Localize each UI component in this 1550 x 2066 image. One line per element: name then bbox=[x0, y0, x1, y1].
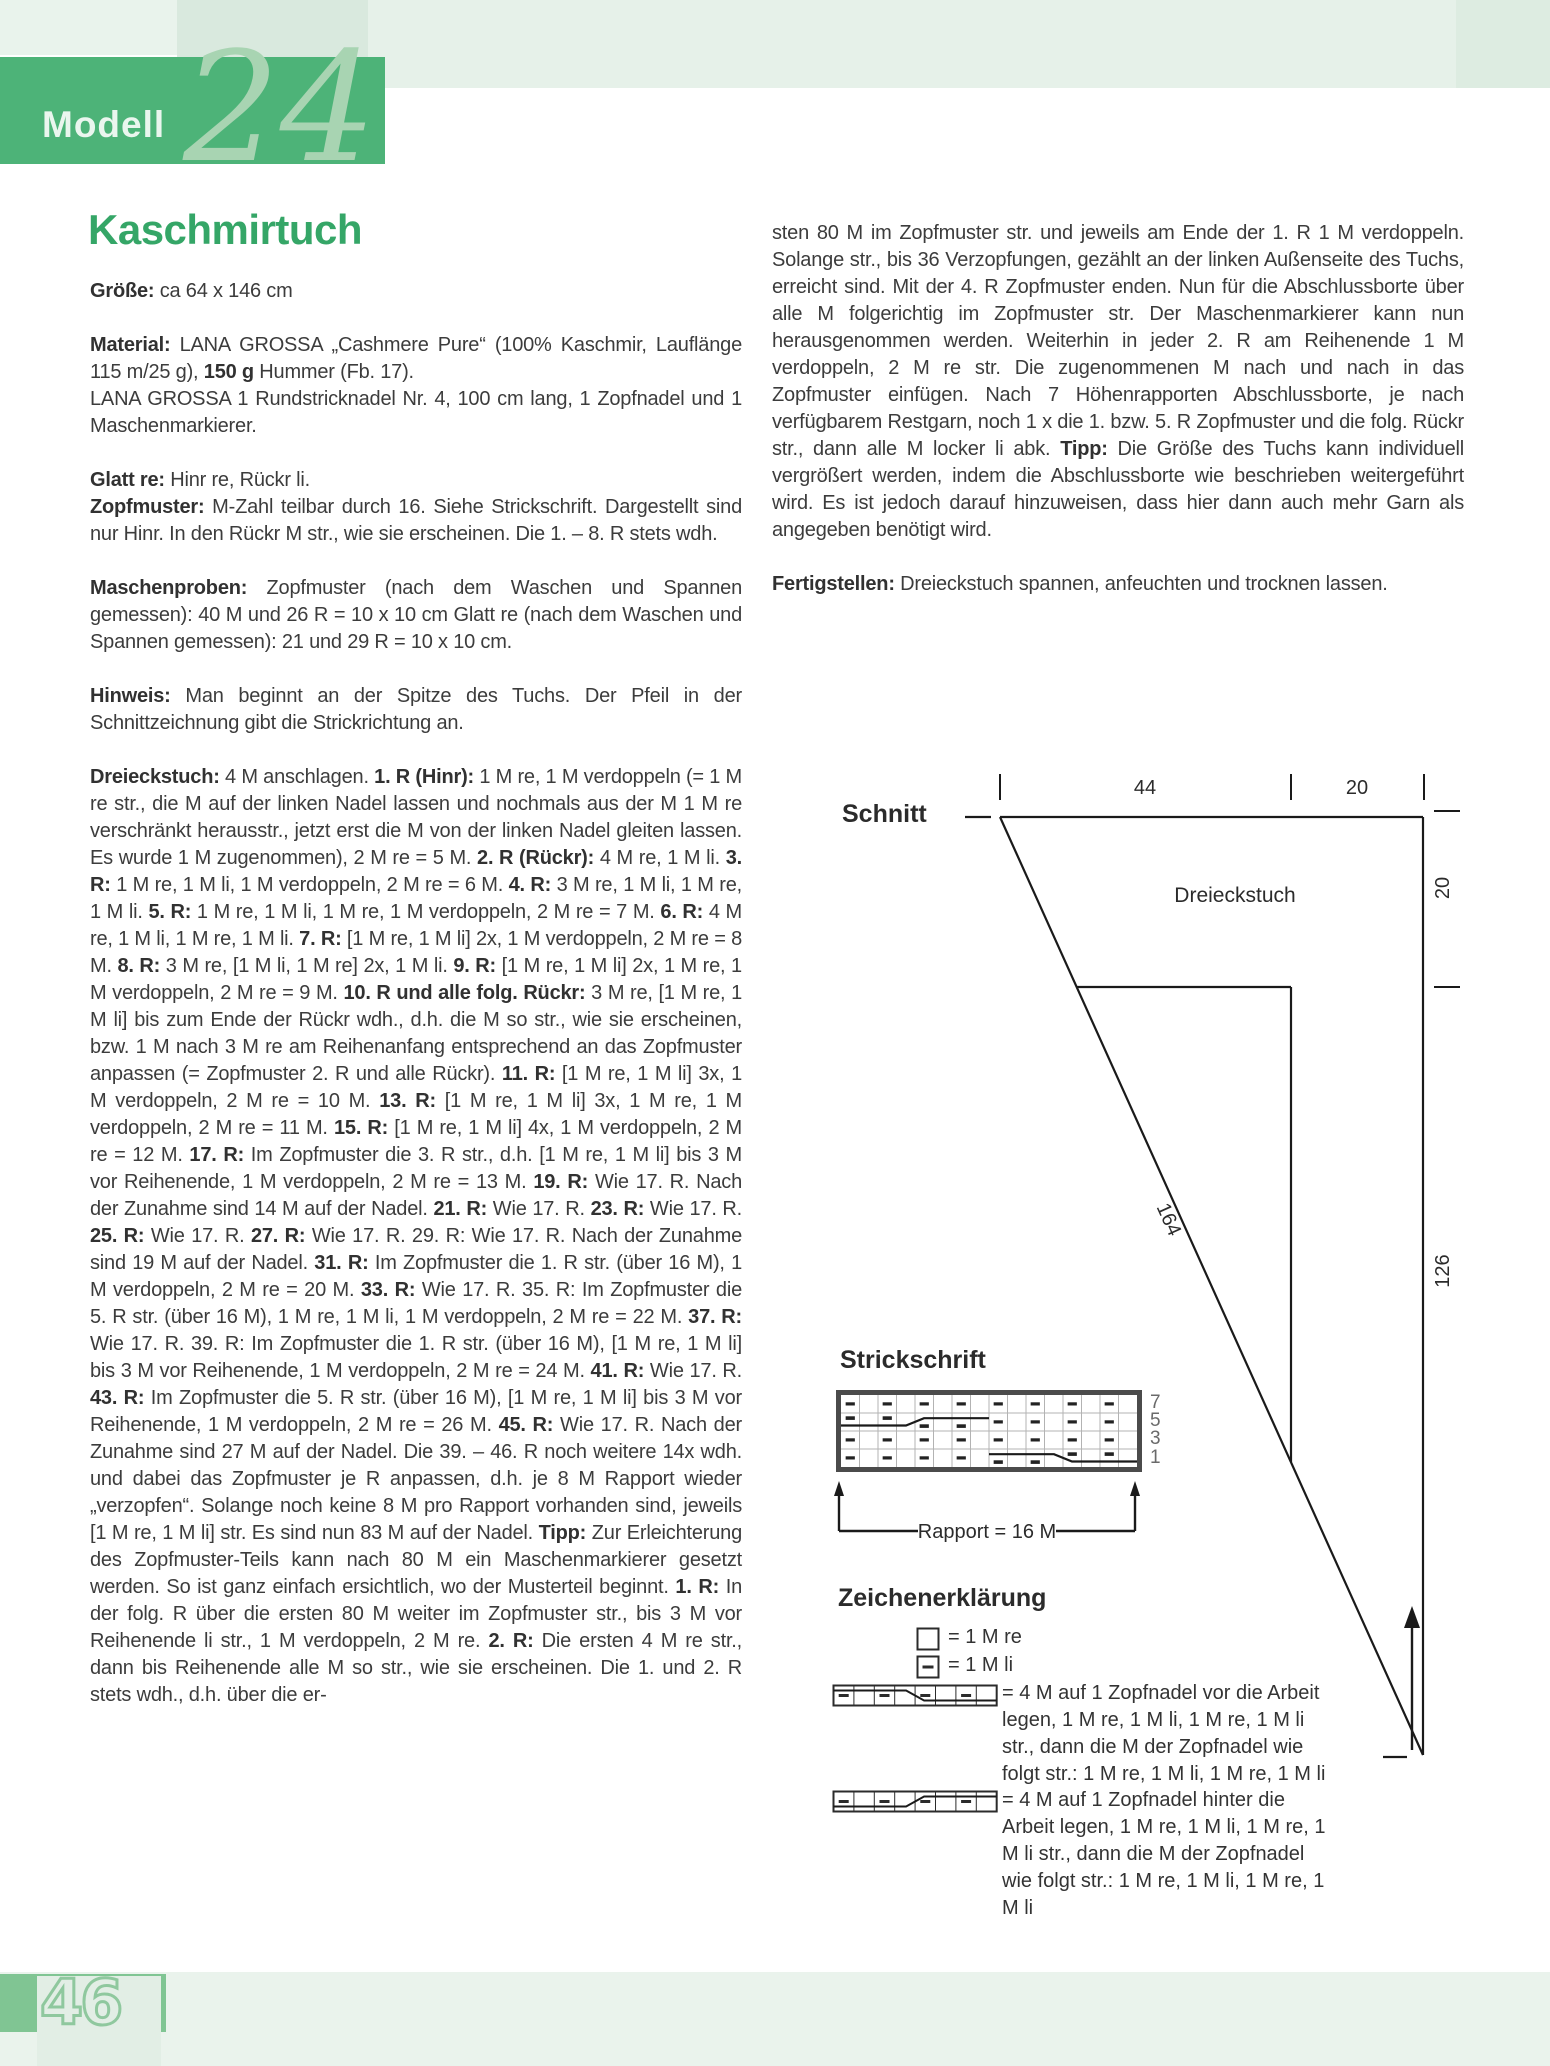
paragraph: Fertigstellen: Dreieckstuch spannen, anfeuchten und trocknen lassen. bbox=[772, 573, 1388, 595]
top-band-right bbox=[1456, 0, 1550, 88]
page-title: Kaschmirtuch bbox=[88, 206, 363, 253]
paragraph: Material: LANA GROSSA „Cashmere Pure“ (100% Kaschmir, Lauflänge 115 m/25 g), 150 g Hummer (Fb. 17). LANA GROSSA 1 Rundstricknadel Nr. 4, 100 cm lang, 1 Zopfnadel und 1 Maschenmarkierer. bbox=[90, 334, 742, 437]
paragraph: Glatt re: Hinr re, Rückr li. Zopfmuster: M-Zahl teilbar durch 16. Siehe Strickschrift. Dargestellt sind nur Hinr. In den Rückr M str., wie sie erscheinen. Die 1. – 8. R stets wdh. bbox=[90, 469, 742, 545]
dim-20-right: 20 bbox=[1432, 876, 1454, 900]
dim-164-diagonal: 164 bbox=[1151, 1199, 1186, 1240]
rapport-bracket bbox=[834, 1478, 1146, 1550]
legend-item-purl: = 1 M li bbox=[948, 1654, 1014, 1676]
legend-item-cable-front: = 4 M auf 1 Zopfnadel vor die Arbeit legen, 1 M re, 1 M li, 1 M re, 1 M li str., dann die M der Zopfnadel wie folgt str.: 1 M re, 1 M li, 1 M re, 1 M li bbox=[1002, 1682, 1326, 1785]
chart-row-number: 7 bbox=[1150, 1392, 1161, 1413]
knit-symbol bbox=[916, 1627, 940, 1651]
cable-front-symbol bbox=[832, 1684, 998, 1714]
chart-row-number: 1 bbox=[1150, 1446, 1161, 1468]
paragraph: Hinweis: Man beginnt an der Spitze des Tuchs. Der Pfeil in der Schnittzeichnung gibt die Strickrichtung an. bbox=[90, 685, 742, 734]
paragraph: Dreieckstuch: 4 M anschlagen. 1. R (Hinr): 1 M re, 1 M verdoppeln (= 1 M re str., die M auf der linken Nadel lassen und nochmals aus der M 1 M re verschränkt herausstr., jetzt erst die M von der linken Nadel gleiten lassen. Es wurde 1 M zugenommen), 2 M re = 5 M. 2. R (Rückr): 4 M re, 1 M li. 3. R: 1 M re, 1 M li, 1 M verdoppeln, 2 M re = 6 M. 4. R: 3 M re, 1 M li, 1 M re, 1 M li. 5. R: 1 M re, 1 M li, 1 M re, 1 M verdoppeln, 2 M re = 7 M. 6. R: 4 M re, 1 M li, 1 M re, 1 M li. 7. R: [1 M re, 1 M li] 2x, 1 M verdoppeln, 2 M re = 8 M. 8. R: 3 M re, [1 M li, 1 M re] 2x, 1 M li. 9. R: [1 M re, 1 M li] 2x, 1 M re, 1 M verdoppeln, 2 M re = 9 M. 10. R und alle folg. Rückr: 3 M re, [1 M re, 1 M li] bis zum Ende der Rückr wdh., d.h. die M so str., wie sie erscheinen, bzw. 1 M nach 3 M re am Reihenanfang entsprechend an das Zopfmuster anpassen (= Zopfmuster 2. R und alle Rückr). 11. R: [1 M re, 1 M li] 3x, 1 M verdoppeln, 2 M re = 10 M. 13. R: [1 M re, 1 M li] 3x, 1 M re, 1 M verdoppeln, 2 M re = 11 M. 15. R: [1 M re, 1 M li] 4x, 1 M verdoppeln, 2 M re = 12 M. 17. R: Im Zopfmuster die 3. R str., d.h. [1 M re, 1 M li] bis 3 M vor Reihenende, 1 M verdoppeln, 2 M re = 13 M. 19. R: Wie 17. R. Nach der Zunahme sind 14 M auf der Nadel. 21. R: Wie 17. R. 23. R: Wie 17. R. 25. R: Wie 17. R. 27. R: Wie 17. R. 29. R: Wie 17. R. Nach der Zunahme sind 19 M auf der Nadel. 31. R: Im Zopfmuster die 1. R str. (über 16 M), 1 M verdoppeln, 2 M re = 20 M. 33. R: Wie 17. R. 35. R: Im Zopfmuster die 5. R str. (über 16 M), 1 M re, 1 M li, 1 M verdoppeln, 2 M re = 22 M. 37. R: Wie 17. R. 39. R: Im Zopfmuster die 1. R str. (über 16 M), [1 M re, 1 M li] bis 3 M vor Reihenende, 1 M verdoppeln, 2 M re = 24 M. 41. R: Wie 17. R. 43. R: Im Zopfmuster die 5. R str. (über 16 M), [1 M re, 1 M li] bis 3 M vor Reihenende, 1 M verdoppeln, 2 M re = 26 M. 45. R: Wie 17. R. Nach der Zunahme sind 27 M auf der Nadel. Die 39. – 46. R noch weitere 14x wdh. und dabei das Zopfmuster je R anpassen, d.h. je 8 M Rapport wieder „verzopfen“. Solange noch keine 8 M pro Rapport vorhanden sind, jeweils [1 M re, 1 M li] str. Es sind nun 83 M auf der Nadel. Tipp: Zur Erleichterung des Zopfmuster-Teils kann nach 80 M ein Maschenmarkierer gesetzt werden. So ist ganz einfach ersichtlich, wo der Musterteil beginnt. 1. R: In der folg. R über die ersten 80 M weiter im Zopfmuster str., bis 3 M vor Reihenende li str., 1 M verdoppeln, 2 M re. 2. R: Die ersten 4 M re str., dann bis Reihenende alle M so str., wie sie erscheinen. Die 1. und 2. R stets wdh., d.h. über die er- bbox=[90, 766, 743, 1706]
paragraph: Maschenproben: Zopfmuster (nach dem Waschen und Spannen gemessen): 40 M und 26 R = 10 x 10 cm Glatt re (nach dem Waschen und Spannen gemessen): 21 und 29 R = 10 x 10 cm. bbox=[90, 577, 742, 653]
knitting-chart bbox=[836, 1390, 1142, 1477]
chart-row-number: 5 bbox=[1150, 1410, 1161, 1432]
cable-back-symbol bbox=[832, 1790, 998, 1820]
chart-row-number: 3 bbox=[1150, 1428, 1161, 1450]
right-text-column bbox=[772, 220, 1464, 625]
page-number: 46 bbox=[40, 1966, 121, 2039]
left-text-column bbox=[90, 278, 742, 1736]
paragraph: Größe: ca 64 x 146 cm bbox=[90, 280, 293, 302]
model-label: Modell bbox=[42, 104, 166, 145]
paragraph: sten 80 M im Zopfmuster str. und jeweils am Ende der 1. R 1 M verdoppeln. Solange str., bis 36 Verzopfungen, gezählt an der linken Außenseite des Tuchs, erreicht sind. Mit der 4. R Zopfmuster enden. Nun für die Abschlussborte über alle M folgerichtig im Zopfmuster str. Der Maschenmarkierer kann nun herausgenommen werden. Weiterhin in jeder 2. R am Reihenende 1 M verdoppeln, 2 M re str. Die zugenommenen M nach und nach in das Zopfmuster einfügen. Nach 7 Höhenrapporten Abschlussborte, je nach verfügbarem Restgarn, noch 1 x die 1. bzw. 5. R Zopfmuster und die folg. Rückr str., dann alle M locker li abk. Tipp: Die Größe des Tuchs kann individuell vergrößert werden, indem die Abschlussborte wie beschrieben weitergeführt wird. Es ist jedoch darauf hinzuweisen, dass hier dann auch mehr Garn als angegeben benötigt wird. bbox=[772, 222, 1464, 541]
piece-label: Dreieckstuch bbox=[1174, 884, 1296, 907]
legend-heading: Zeichenerklärung bbox=[838, 1584, 1047, 1612]
dim-44: 44 bbox=[1133, 777, 1157, 799]
rapport-label: Rapport = 16 M bbox=[917, 1521, 1057, 1543]
top-band-wide bbox=[368, 0, 1456, 88]
dim-126-right: 126 bbox=[1432, 1254, 1454, 1288]
top-band-left bbox=[0, 0, 177, 55]
legend-item-cable-back: = 4 M auf 1 Zopfnadel hinter die Arbeit legen, 1 M re, 1 M li, 1 M re, 1 M li str., dann die M der Zopfnadel wie folgt str.: 1 M re, 1 M li, 1 M re, 1 M li bbox=[1002, 1789, 1326, 1919]
model-number: 24 bbox=[183, 19, 377, 196]
strickschrift-heading: Strickschrift bbox=[840, 1346, 986, 1374]
legend-item-knit: = 1 M re bbox=[948, 1626, 1022, 1648]
purl-symbol bbox=[916, 1655, 940, 1679]
dim-20-top: 20 bbox=[1345, 777, 1369, 799]
chart-row-labels bbox=[1150, 1394, 1161, 1467]
bottom-band bbox=[0, 1972, 1550, 2066]
direction-arrow-icon bbox=[1404, 1606, 1420, 1628]
schnitt-heading: Schnitt bbox=[842, 800, 927, 828]
